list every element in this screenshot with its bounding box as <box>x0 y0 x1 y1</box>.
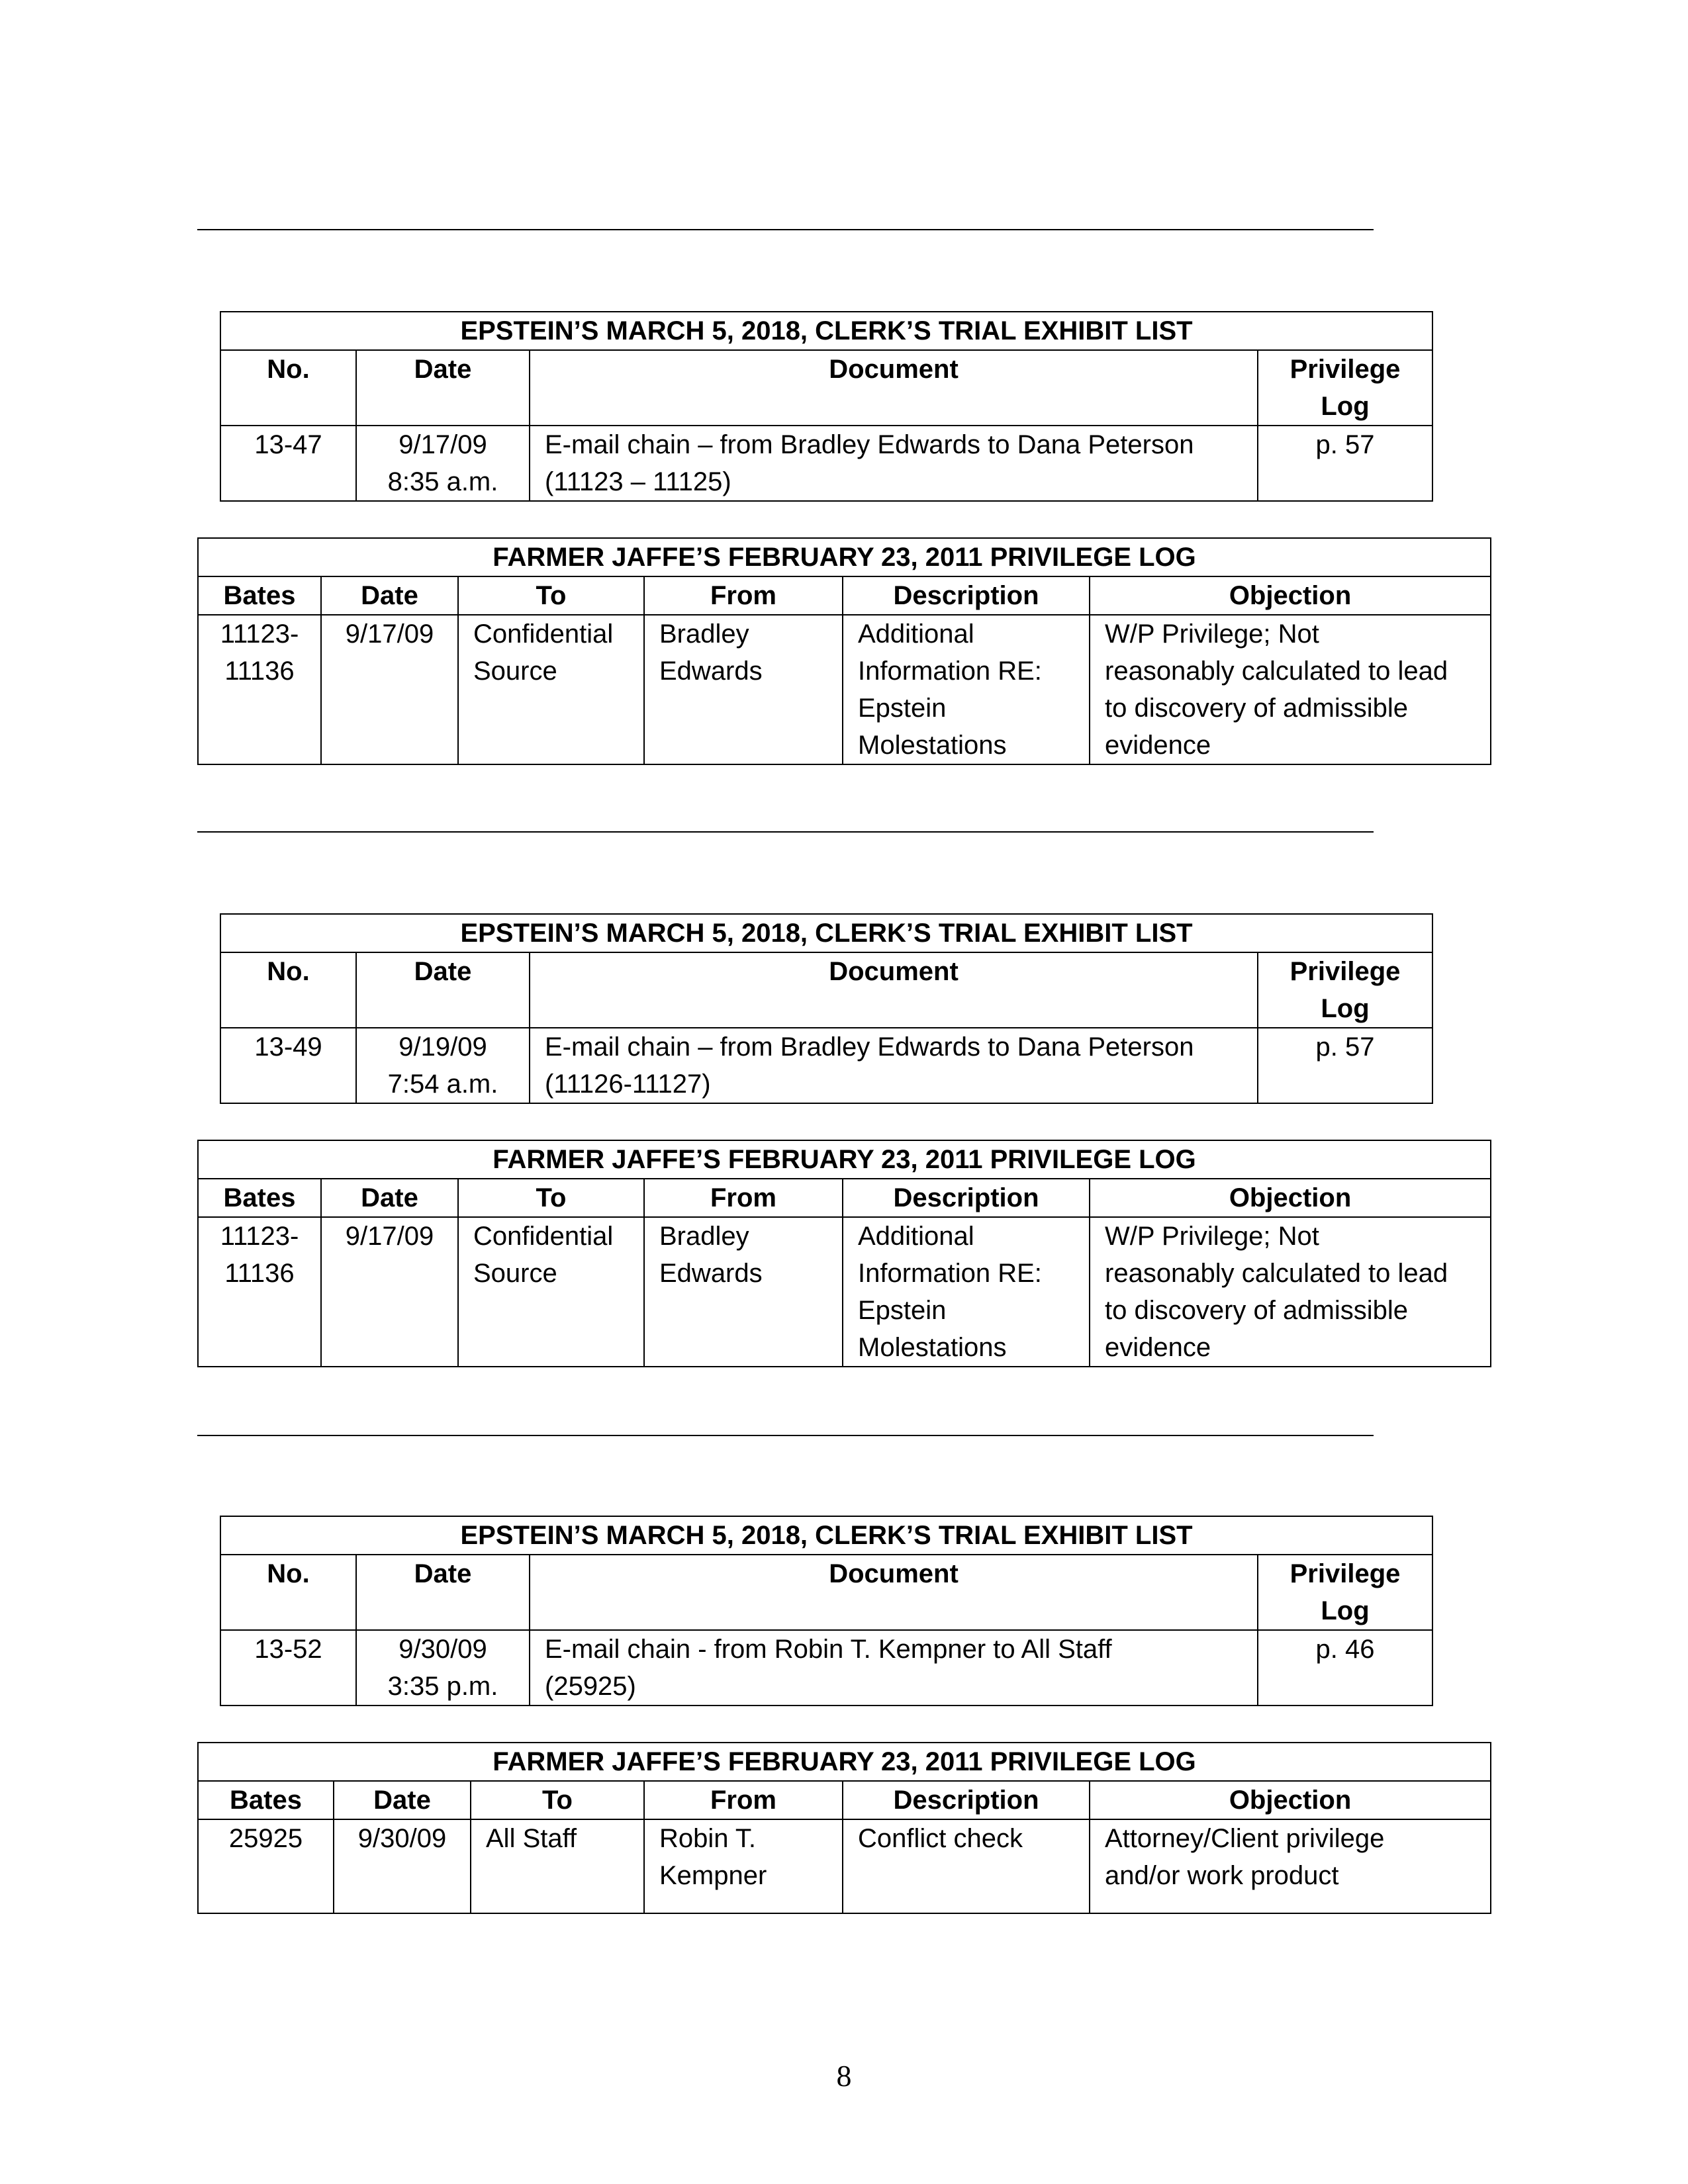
col-header-bates: Bates <box>198 576 321 615</box>
col-header-objection: Objection <box>1090 1179 1491 1217</box>
cell-date <box>356 1630 530 1706</box>
description-line: Information RE: <box>858 657 1042 686</box>
cell-date <box>356 1028 530 1103</box>
to-line: Source <box>473 657 557 686</box>
col-header-to: To <box>458 1179 644 1217</box>
col-header-to: To <box>458 576 644 615</box>
table-row <box>220 426 1432 501</box>
to-line: All Staff <box>486 1824 577 1853</box>
from-line: Edwards <box>659 657 763 686</box>
to-line: Source <box>473 1259 557 1288</box>
from-line: Edwards <box>659 1259 763 1288</box>
description-line: Conflict check <box>858 1824 1023 1853</box>
cell-date: 9/17/09 <box>321 615 458 764</box>
header-line: Privilege <box>1289 957 1401 986</box>
table-row <box>220 1028 1432 1103</box>
header-line: Log <box>1321 1596 1370 1625</box>
cell-description <box>843 1217 1090 1367</box>
cell-description <box>843 615 1090 764</box>
privilege-log-title: FARMER JAFFE’S FEBRUARY 23, 2011 PRIVILEGE LOG <box>198 1140 1491 1179</box>
cell-document <box>530 1028 1258 1103</box>
col-header-no: No. <box>220 1555 356 1630</box>
date-line: 9/30/09 <box>399 1635 487 1664</box>
cell-description <box>843 1819 1090 1913</box>
col-header-objection: Objection <box>1090 1781 1491 1819</box>
cell-from <box>644 1217 843 1367</box>
privilege-log-table-3 <box>197 1742 1491 1914</box>
col-header-to: To <box>471 1781 644 1819</box>
col-header-from: From <box>644 576 843 615</box>
exhibit-list-table-2 <box>220 913 1433 1104</box>
from-line: Bradley <box>659 1222 749 1251</box>
table-row <box>198 1819 1491 1913</box>
table-row <box>220 1630 1432 1706</box>
col-header-privilege-log <box>1258 952 1432 1028</box>
col-header-document: Document <box>530 952 1258 1028</box>
col-header-privilege-log <box>1258 1555 1432 1630</box>
bates-line: 25925 <box>228 1824 303 1853</box>
col-header-date: Date <box>321 576 458 615</box>
section-divider-2 <box>197 831 1374 833</box>
exhibit-list-table-1 <box>220 311 1433 502</box>
document-line: E-mail chain – from Bradley Edwards to Dana Peterson <box>545 1032 1194 1062</box>
table-row <box>198 615 1491 764</box>
exhibit-list-title: EPSTEIN’S MARCH 5, 2018, CLERK’S TRIAL EXHIBIT LIST <box>220 914 1432 952</box>
cell-bates <box>198 615 321 764</box>
objection-line: W/P Privilege; Not <box>1105 619 1319 649</box>
document-line: E-mail chain - from Robin T. Kempner to All Staff <box>545 1635 1112 1664</box>
section-divider-3 <box>197 1435 1374 1436</box>
bates-line: 11123- <box>220 1222 299 1251</box>
cell-to <box>458 1217 644 1367</box>
objection-line: reasonably calculated to lead <box>1105 657 1448 686</box>
table-row <box>198 1217 1491 1367</box>
objection-line: and/or work product <box>1105 1861 1339 1890</box>
objection-line: to discovery of admissible <box>1105 694 1408 723</box>
to-line: Confidential <box>473 1222 614 1251</box>
col-header-from: From <box>644 1179 843 1217</box>
col-header-date: Date <box>356 1555 530 1630</box>
cell-to <box>458 615 644 764</box>
col-header-from: From <box>644 1781 843 1819</box>
objection-line: Attorney/Client privilege <box>1105 1824 1385 1853</box>
description-line: Molestations <box>858 731 1007 760</box>
description-line: Information RE: <box>858 1259 1042 1288</box>
from-line: Bradley <box>659 619 749 649</box>
objection-line: to discovery of admissible <box>1105 1296 1408 1325</box>
header-line: Log <box>1321 392 1370 421</box>
document-line: E-mail chain – from Bradley Edwards to Dana Peterson <box>545 430 1194 459</box>
to-line: Confidential <box>473 619 614 649</box>
cell-no: 13-52 <box>220 1630 356 1706</box>
exhibit-list-title: EPSTEIN’S MARCH 5, 2018, CLERK’S TRIAL EXHIBIT LIST <box>220 312 1432 350</box>
from-line: Kempner <box>659 1861 767 1890</box>
privilege-log-table-1 <box>197 537 1491 765</box>
cell-no: 13-49 <box>220 1028 356 1103</box>
cell-to <box>471 1819 644 1913</box>
section-divider-1 <box>197 229 1374 230</box>
cell-from <box>644 615 843 764</box>
time-line: 7:54 a.m. <box>387 1069 498 1099</box>
cell-privilege-page: p. 57 <box>1258 426 1432 501</box>
col-header-description: Description <box>843 1781 1090 1819</box>
cell-bates <box>198 1819 334 1913</box>
objection-line: reasonably calculated to lead <box>1105 1259 1448 1288</box>
description-line: Additional <box>858 619 974 649</box>
cell-document <box>530 426 1258 501</box>
cell-date: 9/30/09 <box>334 1819 471 1913</box>
col-header-no: No. <box>220 952 356 1028</box>
cell-privilege-page: p. 57 <box>1258 1028 1432 1103</box>
bates-line: 11136 <box>224 657 295 686</box>
objection-line: evidence <box>1105 731 1211 760</box>
bates-line: 11123- <box>220 619 299 649</box>
description-line: Epstein <box>858 694 947 723</box>
cell-date <box>356 426 530 501</box>
col-header-no: No. <box>220 350 356 426</box>
objection-line: evidence <box>1105 1333 1211 1362</box>
document-line: (25925) <box>545 1672 636 1701</box>
col-header-privilege-log <box>1258 350 1432 426</box>
exhibit-list-title: EPSTEIN’S MARCH 5, 2018, CLERK’S TRIAL EXHIBIT LIST <box>220 1516 1432 1555</box>
description-line: Additional <box>858 1222 974 1251</box>
cell-date: 9/17/09 <box>321 1217 458 1367</box>
col-header-date: Date <box>334 1781 471 1819</box>
time-line: 3:35 p.m. <box>387 1672 498 1701</box>
time-line: 8:35 a.m. <box>387 467 498 496</box>
col-header-date: Date <box>321 1179 458 1217</box>
exhibit-list-table-3 <box>220 1516 1433 1706</box>
page-number: 8 <box>836 2059 852 2093</box>
privilege-log-title: FARMER JAFFE’S FEBRUARY 23, 2011 PRIVILEGE LOG <box>198 538 1491 576</box>
header-line: Privilege <box>1289 1559 1401 1588</box>
document-line: (11126-11127) <box>545 1069 711 1099</box>
col-header-bates: Bates <box>198 1179 321 1217</box>
cell-from <box>644 1819 843 1913</box>
bates-line: 11136 <box>224 1259 295 1288</box>
cell-objection <box>1090 1819 1491 1913</box>
objection-line: W/P Privilege; Not <box>1105 1222 1319 1251</box>
privilege-log-title: FARMER JAFFE’S FEBRUARY 23, 2011 PRIVILEGE LOG <box>198 1743 1491 1781</box>
header-line: Privilege <box>1289 355 1401 384</box>
col-header-document: Document <box>530 350 1258 426</box>
col-header-date: Date <box>356 350 530 426</box>
cell-no: 13-47 <box>220 426 356 501</box>
col-header-description: Description <box>843 576 1090 615</box>
cell-document <box>530 1630 1258 1706</box>
cell-bates <box>198 1217 321 1367</box>
cell-privilege-page: p. 46 <box>1258 1630 1432 1706</box>
from-line: Robin T. <box>659 1824 757 1853</box>
date-line: 9/19/09 <box>399 1032 487 1062</box>
cell-objection <box>1090 1217 1491 1367</box>
privilege-log-table-2 <box>197 1140 1491 1367</box>
description-line: Epstein <box>858 1296 947 1325</box>
date-line: 9/17/09 <box>399 430 487 459</box>
header-line: Log <box>1321 994 1370 1023</box>
col-header-description: Description <box>843 1179 1090 1217</box>
document-line: (11123 – 11125) <box>545 467 731 496</box>
col-header-objection: Objection <box>1090 576 1491 615</box>
col-header-document: Document <box>530 1555 1258 1630</box>
col-header-date: Date <box>356 952 530 1028</box>
cell-objection <box>1090 615 1491 764</box>
description-line: Molestations <box>858 1333 1007 1362</box>
col-header-bates: Bates <box>198 1781 334 1819</box>
